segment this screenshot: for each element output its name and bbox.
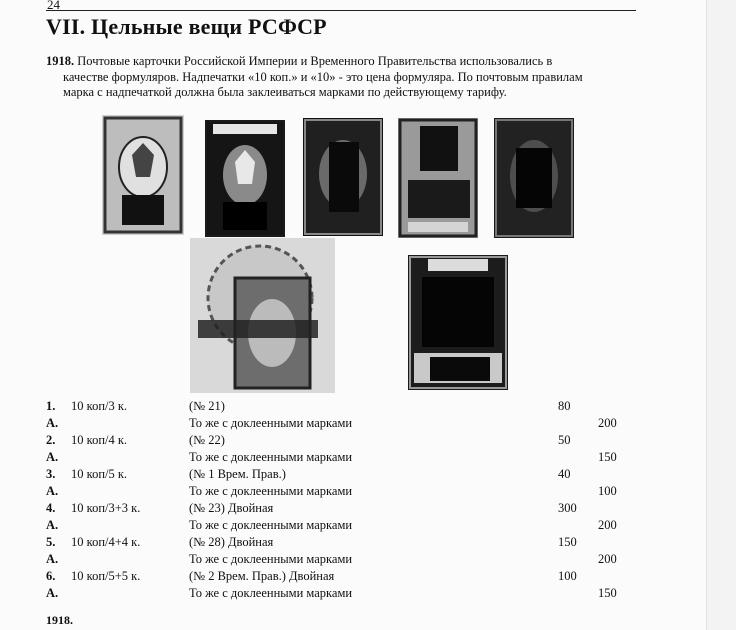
catalog-row [46,432,636,448]
page-number: 24 [47,0,60,12]
intro-line-2: качестве формуляров. Надпечатки «10 коп.» и «10» - это цена формуляра. По почтовым правилам [63,69,583,84]
catalog-price-with-stamps: 100 [598,484,617,498]
header-rule [46,10,636,11]
footer-year: 1918. [46,613,73,627]
catalog-description: (№ 2 Врем. Прав.) Двойная [189,569,335,583]
catalog-price: 150 [558,535,577,549]
catalog-number: А. [46,484,59,498]
catalog-price: 40 [558,467,571,481]
catalog-row [46,398,636,414]
catalog-row [46,585,636,601]
intro-line-1: Почтовые карточки Российской Империи и Временного Правительства использовались в [77,54,553,68]
catalog-row [46,500,636,516]
catalog-number: 6. [46,569,56,583]
catalog-row [46,517,636,533]
catalog-price-with-stamps: 200 [598,416,617,430]
catalog-price-with-stamps: 150 [598,586,617,600]
catalog-number: А. [46,518,59,532]
catalog-name: 10 коп/3 к. [71,399,128,413]
catalog-description: То же с доклеенными марками [189,552,353,566]
catalog-row [46,551,636,567]
catalog-row [46,466,636,482]
catalog-number: 2. [46,433,56,447]
catalog-description: То же с доклеенными марками [189,416,353,430]
catalog-price-with-stamps: 200 [598,552,617,566]
catalog-number: А. [46,586,59,600]
catalog-description: (№ 21) [189,399,225,413]
intro-paragraph [46,54,686,101]
stamp-image-6 [190,238,335,393]
intro-year: 1918. [46,54,75,68]
catalog-number: А. [46,416,59,430]
catalog-name: 10 коп/5 к. [71,467,128,481]
catalog-description: (№ 22) [189,433,225,447]
catalog-description: То же с доклеенными марками [189,518,353,532]
catalog-description: То же с доклеенными марками [189,586,353,600]
catalog-number: 5. [46,535,56,549]
stamp-image-2 [205,120,285,237]
catalog-price: 300 [558,501,577,515]
catalog-number: 1. [46,399,56,413]
section-heading: VII. Цельные вещи РСФСР [46,14,327,39]
stamp-image-3 [303,118,383,236]
catalog-price-with-stamps: 200 [598,518,617,532]
catalog-row [46,449,636,465]
stamp-image-7 [408,255,508,390]
catalog-number: 3. [46,467,56,481]
catalog-price-with-stamps: 150 [598,450,617,464]
catalog-row [46,534,636,550]
catalog-price: 50 [558,433,571,447]
catalog-description: То же с доклеенными марками [189,484,353,498]
catalog-description: (№ 1 Врем. Прав.) [189,467,286,481]
catalog-number: А. [46,450,59,464]
intro-line-3: марка с надпечаткой должна была заклеиваться марками по действующему тарифу. [63,85,507,99]
catalog-price: 100 [558,569,577,583]
catalog-row [46,568,636,584]
catalog-row [46,483,636,499]
catalog-description: (№ 28) Двойная [189,535,274,549]
catalog-name: 10 коп/4 к. [71,433,128,447]
catalog-number: 4. [46,501,56,515]
catalog-name: 10 коп/5+5 к. [71,569,141,583]
catalog-description: (№ 23) Двойная [189,501,274,515]
catalog-name: 10 коп/3+3 к. [71,501,141,515]
catalog-name: 10 коп/4+4 к. [71,535,141,549]
catalog-price: 80 [558,399,571,413]
catalog-number: А. [46,552,59,566]
catalog-row [46,415,636,431]
stamp-image-5 [494,118,574,238]
stamp-image-1 [102,115,184,235]
stamp-image-4 [398,118,478,238]
catalog-description: То же с доклеенными марками [189,450,353,464]
